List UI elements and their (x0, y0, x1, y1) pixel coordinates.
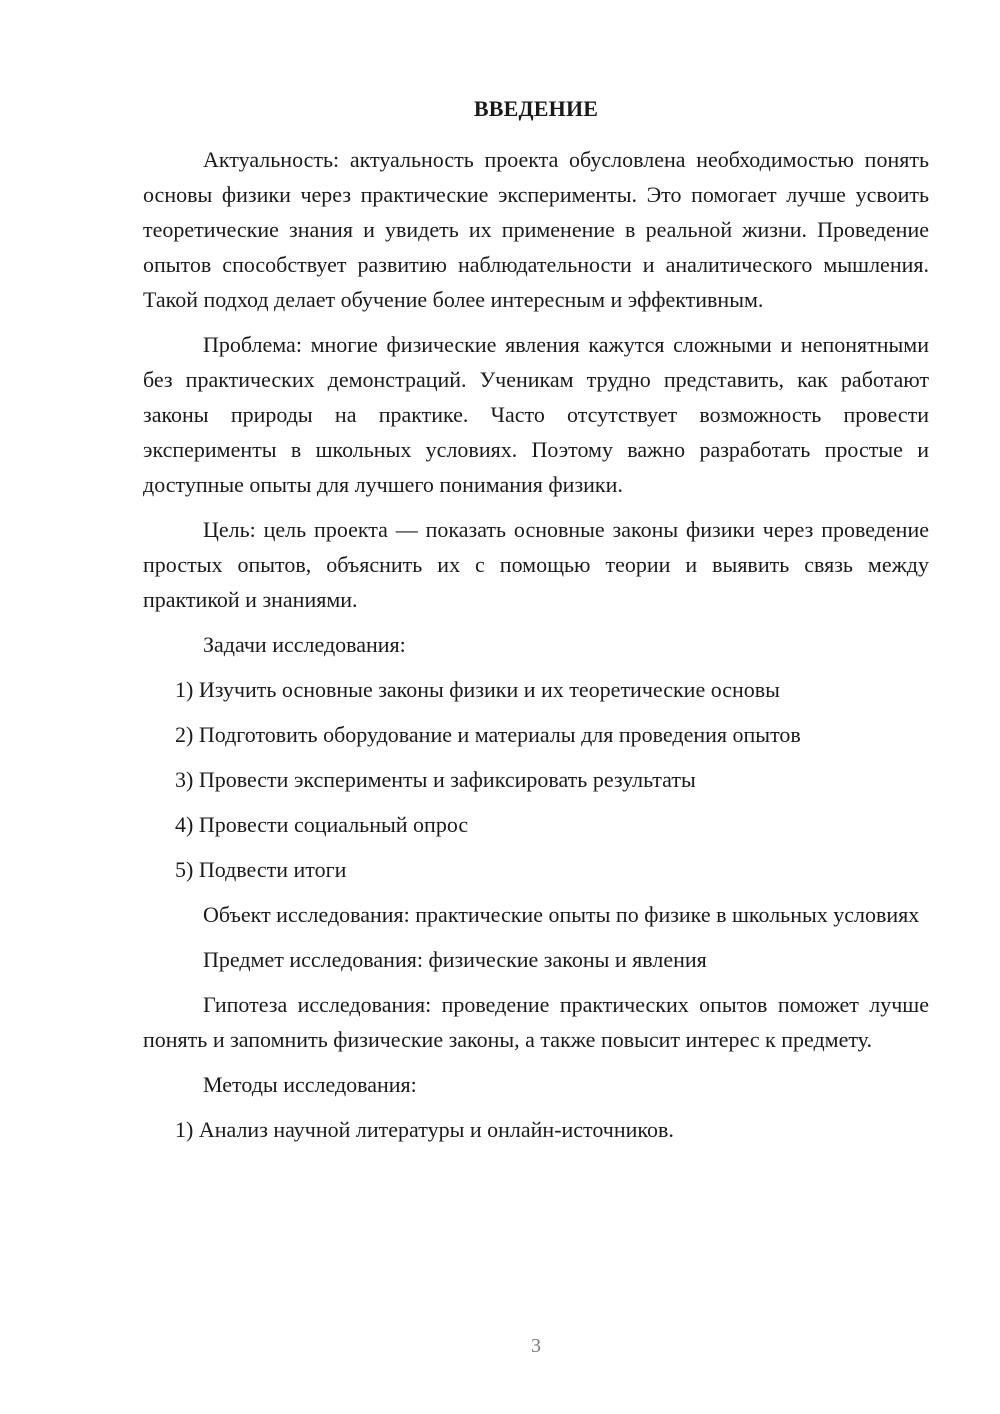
paragraph-relevance: Актуальность: актуальность проекта обусловлена необходимостью понять основы физики через практические эксперименты. Это помогает лучше усвоить теоретические знания и увидеть их применение в реальной жизни. Проведение опытов способствует развитию наблюдательности и аналитического мышления. Такой подход делает обучение более интересным и эффективным. (143, 147, 929, 312)
paragraph-goal: Цель: цель проекта — показать основные законы физики через проведение простых опытов, объяснить их с помощью теории и выявить связь между практикой и знаниями. (143, 517, 929, 612)
paragraph-problem: Проблема: многие физические явления кажутся сложными и непонятными без практических демонстраций. Ученикам трудно представить, как работают законы природы на практике. Часто отсутствует возможность провести эксперименты в школьных условиях. Поэтому важно разработать простые и доступные опыты для лучшего понимания физики. (143, 332, 929, 497)
paragraph-object: Объект исследования: практические опыты по физике в школьных условиях (203, 902, 920, 927)
list-item: 3) Провести эксперименты и зафиксировать результаты (175, 767, 696, 792)
paragraph-subject: Предмет исследования: физические законы и явления (203, 947, 707, 972)
list-item: 4) Провести социальный опрос (175, 812, 469, 837)
tasks-list (143, 672, 929, 887)
list-item: 2) Подготовить оборудование и материалы для проведения опытов (175, 722, 801, 747)
page-title: ВВЕДЕНИЕ (473, 96, 599, 121)
tasks-heading: Задачи исследования: (203, 632, 406, 657)
methods-list (143, 1112, 929, 1147)
paragraph-hypothesis: Гипотеза исследования: проведение практических опытов поможет лучше понять и запомнить физические законы, а также повысит интерес к предмету. (143, 992, 929, 1052)
page-number: 3 (531, 1335, 541, 1357)
page-content (143, 142, 929, 1157)
list-item: 1) Анализ научной литературы и онлайн-источников. (175, 1117, 674, 1142)
list-item: 5) Подвести итоги (175, 857, 347, 882)
methods-heading: Методы исследования: (203, 1072, 417, 1097)
list-item: 1) Изучить основные законы физики и их теоретические основы (175, 677, 780, 702)
